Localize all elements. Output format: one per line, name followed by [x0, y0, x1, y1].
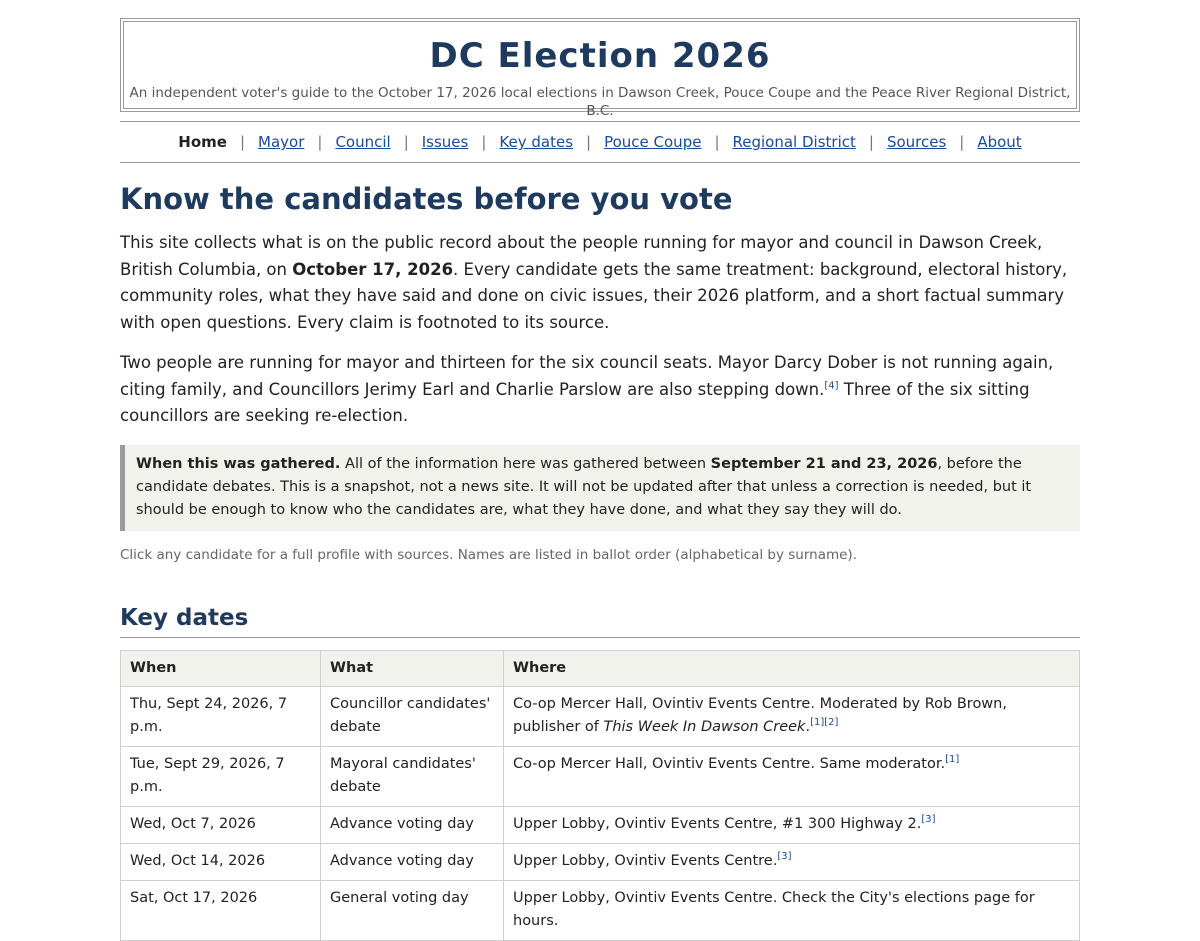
cell-when: Wed, Oct 7, 2026: [121, 806, 321, 843]
nav-item-issues[interactable]: Issues: [421, 133, 469, 151]
nav-item-mayor[interactable]: Mayor: [258, 133, 305, 151]
note-text-start: All of the information here was gathered between: [340, 455, 711, 472]
cell-where: [504, 843, 1080, 880]
election-date: October 17, 2026: [292, 259, 454, 279]
cell-when: Thu, Sept 24, 2026, 7 p.m.: [121, 686, 321, 746]
where-text: Upper Lobby, Ovintiv Events Centre, #1 300 Highway 2.: [513, 815, 922, 832]
table-row: [121, 686, 1080, 746]
cell-what: Mayoral candidates' debate: [321, 746, 504, 806]
where-text: Co-op Mercer Hall, Ovintiv Events Centre. Same moderator.: [513, 755, 946, 772]
publication-title: This Week In Dawson Creek: [603, 718, 806, 735]
key-dates-table: [120, 650, 1080, 941]
column-header-when: When: [121, 650, 321, 686]
nav-item-about[interactable]: About: [977, 133, 1022, 151]
note-text-end: , before the candidate debates. This is a snapshot, not a news site. It will not be updated after that unless a correction is needed, but it should be enough to know who the candidates are, what they have done, and what they say they will do.: [136, 455, 1032, 518]
nav-item-key-dates[interactable]: Key dates: [499, 133, 574, 151]
nav-separator: |: [714, 133, 720, 151]
page-heading: Know the candidates before you vote: [120, 182, 733, 216]
nav-separator: |: [403, 133, 409, 151]
site-subtitle: An independent voter's guide to the October 17, 2026 local elections in Dawson Creek, Pouce Coupe and the Peace River Regional District, B.C.: [129, 85, 1071, 119]
where-text: Upper Lobby, Ovintiv Events Centre.: [513, 852, 778, 869]
column-header-what: What: [321, 650, 504, 686]
cell-where: [504, 880, 1080, 940]
nav-separator: |: [868, 133, 874, 151]
cell-what: Advance voting day: [321, 843, 504, 880]
key-dates-heading: Key dates: [120, 603, 1080, 638]
nav-separator: |: [317, 133, 323, 151]
table-row: [121, 746, 1080, 806]
column-header-where: Where: [504, 650, 1080, 686]
where-text-end: .: [805, 718, 811, 735]
footnote-link[interactable]: [4]: [824, 380, 839, 391]
intro-text-start: This site collects what is on the public record about the people running for mayor and council in Dawson Creek, British Columbia, on: [120, 233, 1043, 279]
nav-item-sources[interactable]: Sources: [886, 133, 947, 151]
footnote-link[interactable]: [3]: [777, 850, 792, 862]
site-header: [120, 18, 1080, 119]
cell-what: Advance voting day: [321, 806, 504, 843]
nav-item-home[interactable]: Home: [178, 133, 227, 151]
intro-text-end: . Every candidate gets the same treatment: background, electoral history, community roles, what they have said and done on civic issues, their 2026 platform, and a short factual summary with open questions. Every claim is footnoted to its source.: [120, 259, 1068, 332]
nav-separator: |: [959, 133, 965, 151]
nav-item-regional-district[interactable]: Regional District: [732, 133, 856, 151]
snapshot-note: [120, 445, 1080, 531]
footnote-link[interactable]: [2]: [824, 716, 839, 728]
cell-when: Sat, Oct 17, 2026: [121, 880, 321, 940]
nav-separator: |: [481, 133, 487, 151]
intro-paragraph: [120, 230, 1080, 336]
candidate-list-caption: Click any candidate for a full profile with sources. Names are listed in ballot order (alphabetical by surname).: [120, 546, 857, 563]
site-title[interactable]: DC Election 2026: [429, 36, 771, 76]
where-text: Upper Lobby, Ovintiv Events Centre. Check the City's elections page for hours.: [513, 889, 1035, 929]
cell-when: Wed, Oct 14, 2026: [121, 843, 321, 880]
cell-where: [504, 806, 1080, 843]
nav-separator: |: [239, 133, 246, 151]
note-dates: September 21 and 23, 2026: [710, 455, 938, 472]
site-header-inner: [123, 21, 1077, 119]
table-row: [121, 806, 1080, 843]
footnote-link[interactable]: [1]: [810, 716, 825, 728]
cell-what: Councillor candidates' debate: [321, 686, 504, 746]
nav-item-council[interactable]: Council: [335, 133, 391, 151]
table-row: [121, 880, 1080, 940]
cell-what: General voting day: [321, 880, 504, 940]
table-row: [121, 843, 1080, 880]
table-header-row: [121, 650, 1080, 686]
cell-where: [504, 686, 1080, 746]
candidates-paragraph: [120, 350, 1080, 430]
where-text: Co-op Mercer Hall, Ovintiv Events Centre. Moderated by Rob Brown, publisher of: [513, 695, 1007, 735]
nav-item-pouce-coupe[interactable]: Pouce Coupe: [604, 133, 702, 151]
candidates-text-end: Three of the six sitting councillors are seeking re-election.: [120, 379, 1030, 425]
main-nav: [120, 121, 1080, 163]
note-lead: When this was gathered.: [136, 455, 341, 472]
nav-separator: |: [586, 133, 592, 151]
cell-when: Tue, Sept 29, 2026, 7 p.m.: [121, 746, 321, 806]
footnote-link[interactable]: [3]: [921, 813, 936, 825]
cell-where: [504, 746, 1080, 806]
candidates-text-start: Two people are running for mayor and thirteen for the six council seats. Mayor Darcy Dober is not running again, citing family, and Councillors Jerimy Earl and Charlie Parslow are also stepping down.: [120, 353, 1054, 399]
footnote-link[interactable]: [1]: [945, 753, 960, 765]
page: [120, 0, 1080, 941]
